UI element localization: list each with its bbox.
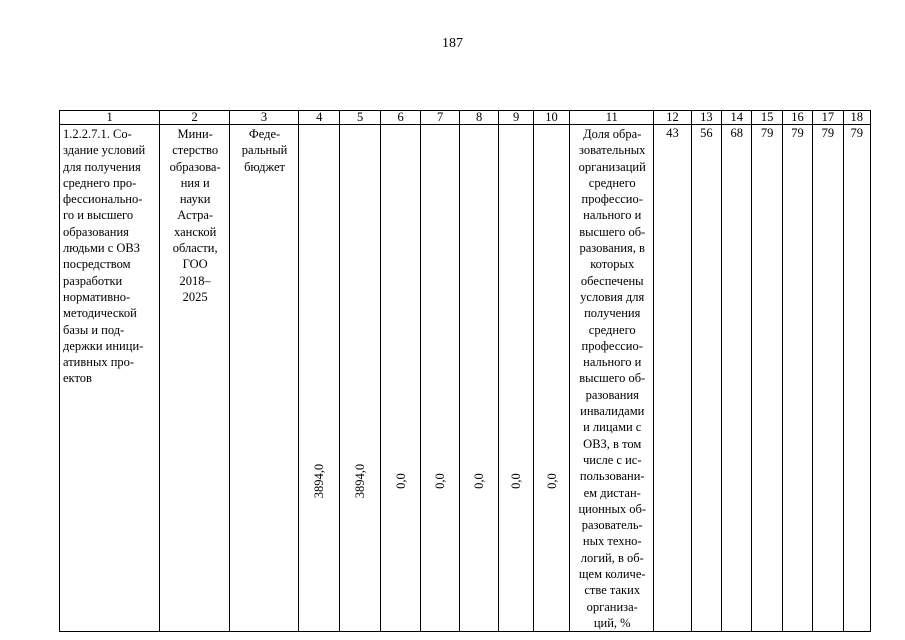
page-number: 187 bbox=[442, 36, 463, 51]
amount-col10-cell bbox=[533, 125, 569, 632]
amount-total: 3894,0 bbox=[312, 463, 327, 499]
indicator-value-col14: 68 bbox=[722, 125, 752, 632]
text-line: людьми с ОВЗ bbox=[63, 241, 141, 256]
column-number: 16 bbox=[782, 111, 812, 125]
indicator-value-col18: 79 bbox=[843, 125, 871, 632]
indicator-value-col17: 79 bbox=[813, 125, 843, 632]
text-line: ектов bbox=[63, 371, 92, 386]
text-line: для получения bbox=[63, 159, 141, 174]
text-line: посредством bbox=[63, 257, 131, 272]
text-line: нормативно- bbox=[63, 289, 131, 304]
text-line: ций, % bbox=[593, 615, 631, 630]
text-line: нального и bbox=[583, 208, 642, 223]
text-line: разователь- bbox=[581, 518, 643, 533]
text-line: пользовани- bbox=[579, 469, 645, 484]
text-line: здание условий bbox=[63, 143, 146, 158]
column-number: 6 bbox=[380, 111, 420, 125]
table-row bbox=[60, 125, 871, 632]
amount-col10: 0,0 bbox=[544, 473, 559, 489]
text-line: держки иници- bbox=[63, 338, 144, 353]
text-line: профессио- bbox=[581, 192, 643, 207]
text-line: Астра- bbox=[177, 208, 214, 223]
text-line: методической bbox=[63, 306, 137, 321]
amount-col7-cell bbox=[421, 125, 459, 632]
text-line: области, bbox=[172, 241, 218, 256]
activity-description bbox=[60, 125, 159, 387]
text-line: 2025 bbox=[182, 289, 208, 304]
column-number: 10 bbox=[533, 111, 569, 125]
column-number: 3 bbox=[230, 111, 299, 125]
text-line: щем количе- bbox=[578, 567, 646, 582]
activity-description-cell bbox=[60, 125, 160, 632]
funding-source-cell bbox=[230, 125, 299, 632]
column-number: 2 bbox=[160, 111, 230, 125]
indicator-value-col12: 43 bbox=[654, 125, 691, 632]
text-line: высшего об- bbox=[579, 371, 646, 386]
column-number-row bbox=[60, 111, 871, 125]
text-line: базы и под- bbox=[63, 322, 125, 337]
text-line: ных техно- bbox=[582, 534, 642, 549]
text-line: Феде- bbox=[248, 127, 281, 141]
text-line: числе с ис- bbox=[582, 452, 642, 467]
text-line: стве таких bbox=[584, 583, 641, 598]
text-line: го и высшего bbox=[63, 208, 134, 223]
amount-col6: 0,0 bbox=[393, 473, 408, 489]
text-line: нального и bbox=[583, 355, 642, 370]
column-number: 7 bbox=[421, 111, 459, 125]
column-number: 8 bbox=[459, 111, 498, 125]
text-line: ционных об- bbox=[578, 501, 647, 516]
text-line: ативных про- bbox=[63, 355, 135, 370]
text-line: бюджет bbox=[244, 159, 285, 174]
text-line: инвалидами bbox=[580, 404, 645, 419]
column-number: 12 bbox=[654, 111, 691, 125]
column-number: 11 bbox=[570, 111, 654, 125]
text-line: профессио- bbox=[581, 338, 643, 353]
text-line: образования bbox=[63, 224, 129, 239]
text-line: науки bbox=[179, 192, 211, 207]
column-number: 18 bbox=[843, 111, 871, 125]
indicator-value-col13: 56 bbox=[691, 125, 721, 632]
text-line: 2018– bbox=[179, 273, 211, 288]
column-number: 17 bbox=[813, 111, 843, 125]
indicator-value-col15: 79 bbox=[752, 125, 782, 632]
amount-col8: 0,0 bbox=[471, 473, 486, 489]
amount-col5-cell bbox=[340, 125, 380, 632]
text-line: ханской bbox=[174, 224, 217, 239]
column-number: 15 bbox=[752, 111, 782, 125]
text-line: ния и bbox=[180, 175, 210, 190]
text-line: ГОО bbox=[182, 257, 208, 272]
text-line: зовательных bbox=[579, 143, 646, 158]
column-number: 4 bbox=[298, 111, 340, 125]
text-line: организаций bbox=[578, 159, 646, 174]
column-number: 9 bbox=[499, 111, 533, 125]
column-number: 14 bbox=[722, 111, 752, 125]
text-line: разования, в bbox=[579, 241, 645, 256]
text-line: образова- bbox=[169, 159, 221, 174]
amount-total-cell bbox=[298, 125, 340, 632]
text-line: высшего об- bbox=[579, 224, 646, 239]
text-line: ем дистан- bbox=[583, 485, 641, 500]
text-line: среднего bbox=[588, 175, 636, 190]
text-line: фессионально- bbox=[63, 192, 143, 207]
indicator-cell bbox=[570, 125, 654, 632]
column-number: 5 bbox=[340, 111, 380, 125]
amount-col7: 0,0 bbox=[432, 473, 447, 489]
text-line: организа- bbox=[586, 599, 638, 614]
text-line: разования bbox=[585, 387, 639, 402]
text-line: Мини- bbox=[177, 127, 213, 141]
text-line: которых bbox=[590, 257, 635, 272]
amount-col5: 3894,0 bbox=[353, 463, 368, 499]
text-line: логий, в об- bbox=[580, 550, 644, 565]
program-table bbox=[59, 110, 871, 632]
funding-source bbox=[230, 125, 298, 175]
amount-col9: 0,0 bbox=[508, 473, 523, 489]
text-line: разработки bbox=[63, 273, 123, 288]
text-line: ОВЗ, в том bbox=[583, 436, 642, 451]
amount-col6-cell bbox=[380, 125, 420, 632]
column-number: 13 bbox=[691, 111, 721, 125]
indicator-description bbox=[570, 125, 653, 631]
text-line: ральный bbox=[241, 143, 288, 158]
text-line: среднего про- bbox=[63, 175, 137, 190]
indicator-value-col16: 79 bbox=[782, 125, 812, 632]
executor bbox=[160, 125, 229, 305]
text-line: и лицами с bbox=[583, 420, 642, 435]
executor-cell bbox=[160, 125, 230, 632]
text-line: стерство bbox=[172, 143, 219, 158]
text-line: среднего bbox=[588, 322, 636, 337]
amount-col8-cell bbox=[459, 125, 498, 632]
column-number: 1 bbox=[60, 111, 160, 125]
text-line: обеспечены bbox=[580, 273, 644, 288]
text-line: 1.2.2.7.1. Со- bbox=[63, 127, 132, 141]
text-line: условия для bbox=[580, 289, 645, 304]
text-line: получения bbox=[584, 306, 641, 321]
amount-col9-cell bbox=[499, 125, 533, 632]
text-line: Доля обра- bbox=[583, 127, 642, 141]
